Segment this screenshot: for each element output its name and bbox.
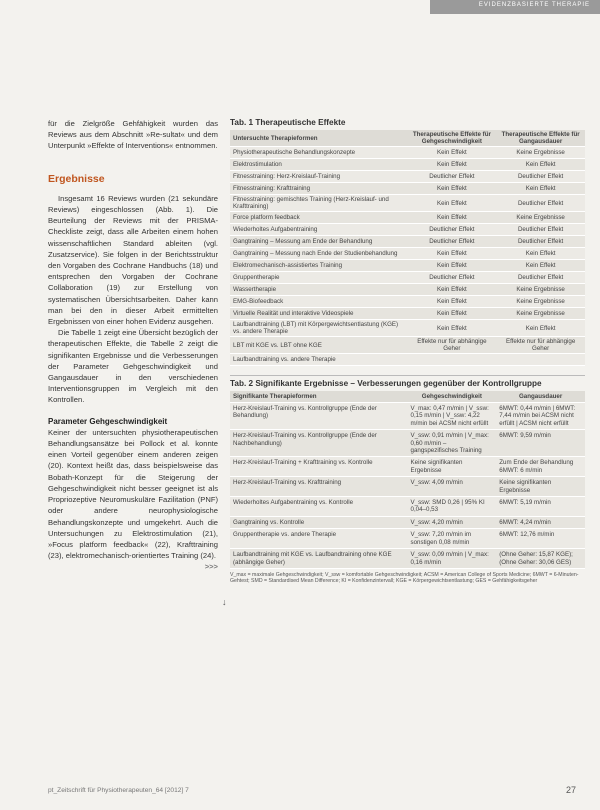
footer [48,785,576,799]
table-cell: Deutlicher Effekt [408,224,497,236]
table-cell: 6MWT: 4,24 m/min [496,516,585,528]
page-number: 27 [565,785,576,795]
table-cell: Gruppentherapie [230,272,408,284]
table-cell: Herz-Kreislauf-Training vs. Kontrollgruppe (Ende der Behandlung) [230,403,408,430]
table-cell: Deutlicher Effekt [408,236,497,248]
table-cell: Elektromechanisch-assistiertes Training [230,260,408,272]
table-row [230,337,585,354]
table-cell: Kein Effekt [408,320,497,337]
table-row [230,296,585,308]
table-cell: EMG-Biofeedback [230,296,408,308]
table-cell: Kein Effekt [496,183,585,195]
table-cell: Keine Ergebnisse [496,212,585,224]
table1 [230,130,585,366]
table-cell: Gruppentherapie vs. andere Therapie [230,529,408,549]
table-cell: 6MWT: 5,19 m/min [496,497,585,517]
table-row [230,497,585,517]
table-row [230,159,585,171]
table-cell: Keine signifikanten Ergebnisse [496,477,585,497]
table-cell: Deutlicher Effekt [496,224,585,236]
more-arrow: >>> [204,562,218,572]
table-cell: Keine Ergebnisse [496,147,585,159]
table-row [230,212,585,224]
table-cell: Kein Effekt [408,296,497,308]
table-row [230,183,585,195]
table1-col1: Untersuchte Therapieformen [230,130,408,147]
table2-title: Tab. 2 Signifikante Ergebnisse – Verbesserungen gegenüber der Kontrollgruppe [230,375,585,388]
table-cell: 6MWT: 12,76 m/min [496,529,585,549]
table-row [230,260,585,272]
table-cell: Keine Ergebnisse [496,284,585,296]
table-row [230,516,585,528]
table-cell: Effekte nur für abhängige Geher [496,337,585,354]
table-cell: Deutlicher Effekt [408,272,497,284]
table-row [230,320,585,337]
table-cell: Laufbandtraining mit KGE vs. Laufbandtraining ohne KGE (abhängige Geher) [230,549,408,569]
table-cell: Deutlicher Effekt [496,171,585,183]
table-row [230,308,585,320]
table-cell: V_ssw: 7,20 m/min im sonstigen 0,08 m/min [408,529,497,549]
table-row [230,171,585,183]
table-cell: Wiederholtes Aufgabentraining [230,224,408,236]
table-cell: Deutlicher Effekt [496,236,585,248]
table1-col3: Therapeutische Effekte für Gangausdauer [496,130,585,147]
table-row [230,403,585,430]
table-row [230,224,585,236]
table-cell: Virtuelle Realität und interaktive Videospiele [230,308,408,320]
table2 [230,391,585,569]
table-cell: Deutlicher Effekt [408,171,497,183]
table-cell: Keine signifikanten Ergebnisse [408,457,497,477]
table2-col3: Gangausdauer [496,391,585,403]
table-cell [408,354,497,366]
table-cell: Kein Effekt [408,147,497,159]
table-cell: V_max: 0,47 m/min | V_ssw: 0,15 m/min | V_ssw: 4,22 m/min bei ACSM nicht erfüllt [408,403,497,430]
table-cell: Effekte nur für abhängige Geher [408,337,497,354]
table-cell: Wiederholtes Aufgabentraining vs. Kontrolle [230,497,408,517]
table1-title: Tab. 1 Therapeutische Effekte [230,118,346,127]
table-row [230,549,585,569]
table2-col1: Signifikante Therapieformen [230,391,408,403]
table-cell: Laufbandtraining vs. andere Therapie [230,354,408,366]
table-cell: V_ssw: 0,09 m/min | V_max: 0,16 m/min [408,549,497,569]
gutter-mark: ↓ [222,597,227,607]
table2-col2: Gehgeschwindigkeit [408,391,497,403]
table-cell: Fitnesstraining: gemischtes Training (Herz-Kreislauf- und Krafttraining) [230,195,408,212]
table-cell: Fitnesstraining: Herz-Kreislauf-Training [230,171,408,183]
paragraph-3: Keiner der untersuchten physiotherapeutischen Behandlungsansätze bei Pollock et al. konnte einen Vorteil gegenüber einem anderen zeigen (20). Kontext heißt das, dass beispielsweise das Bobath-Konzept für die Steigerung der Gehgeschwindigkeit nicht besser geeignet ist als Propriozeptive Neuromuskuläre Fazilitation (PNF) oder andere neurophysiologische Behandlungskonzepte und umgekehrt. Auch die Untersuchungen zu Elektrostimulation (21), »Focus platform feedback« (22), Krafttraining (23), elektromechanisch-orientiertes Training (24). [48,427,218,561]
table-cell: Kein Effekt [496,320,585,337]
table-row [230,354,585,366]
heading-param: Parameter Gehgeschwindigkeit [48,416,168,426]
table-row [230,147,585,159]
table-cell: Physiotherapeutische Behandlungskonzepte [230,147,408,159]
table-row [230,430,585,457]
paragraph-1: Insgesamt 16 Reviews wurden (21 sekundäre Reviews) eingeschlossen (Abb. 1). Die Beurteilung der Reviews mit der PRISMA-Checkliste zeigt, dass alle Arbeiten einem hohen wissenschaftlichen Standard ableiten (vgl. Zusatzservice). Sie folgen in der Berichtsstruktur den Vorgaben des Cochrane Handbuchs (18) und entsprechen den Vorgaben der Cochrane Collaboration (19) zur Erstellung von systematischen Übersichtsarbeiten. Daher kann man bei den in dieser Arbeit ermittelten Ergebnissen von einer hohen Evidenz ausgehen. [48,193,218,327]
table-cell: 6MWT: 0,44 m/min | 6MWT: 7,44 m/min bei ACSM nicht erfüllt | ACSM nicht erfüllt [496,403,585,430]
table-cell: Kein Effekt [408,308,497,320]
table1-col2: Therapeutische Effekte für Gehgeschwindigkeit [408,130,497,147]
table-cell: V_ssw: 0,91 m/min | V_max: 0,60 m/min – gangspezifisches Training [408,430,497,457]
table-cell: Herz-Kreislauf-Training vs. Kontrollgruppe (Ende der Nachbehandlung) [230,430,408,457]
table-cell [496,354,585,366]
table-cell: Deutlicher Effekt [496,272,585,284]
table-cell: Wassertherapie [230,284,408,296]
table-cell: V_ssw: 4,20 m/min [408,516,497,528]
table-cell: Kein Effekt [408,260,497,272]
table-cell: Zum Ende der Behandlung 6MWT: 6 m/min [496,457,585,477]
table-row [230,248,585,260]
paragraph-2: Die Tabelle 1 zeigt eine Übersicht bezüglich der therapeutischen Effekte, die Tabelle 2 zeigt die signifikanten Ergebnisse und die Verbesserungen der Parameter Gehgeschwindigkeit und Gangausdauer in den verschiedenen Interventionsgruppen im Vergleich mit den Kontrollen. [48,328,218,405]
table-row [230,529,585,549]
table-cell: Elektrostimulation [230,159,408,171]
table-row [230,236,585,248]
footer-journal: pt_Zeitschrift für Physiotherapeuten_64 [2012] 7 [48,787,189,794]
table-row [230,477,585,497]
table-cell: Laufbandtraining (LBT) mit Körpergewichtsentlastung (KGE) vs. andere Therapie [230,320,408,337]
table-cell: Kein Effekt [408,212,497,224]
table-cell: Kein Effekt [408,183,497,195]
table-cell: Keine Ergebnisse [496,296,585,308]
right-column [230,118,585,585]
intro-paragraph: für die Zielgröße Gehfähigkeit wurden das Reviews aus dem Abschnitt »Re-sultat« und dem Unterpunkt »Effekte of Interventions« entnommen. [48,119,218,151]
table2-notes: V_max = maximale Gehgeschwindigkeit; V_ssw = komfortable Gehgeschwindigkeit; ACSM = American College of Sports Medicine; 6MWT = 6-Minuten-Gehtest; SMD = Standardised Mean Difference; KI = Konfidenzintervall; KGE = Körpergewichtsentlastung; GES = Gehfähigkeitsgeher [230,571,579,585]
table-cell: Kein Effekt [496,248,585,260]
table-cell: Deutlicher Effekt [496,195,585,212]
table-cell: Fitnesstraining: Krafttraining [230,183,408,195]
table-row [230,457,585,477]
table-cell: Kein Effekt [496,260,585,272]
table-cell: (Ohne Geher: 15,87 KGE); (Ohne Geher: 30,06 GES) [496,549,585,569]
table-cell: Gangtraining vs. Kontrolle [230,516,408,528]
table-row [230,272,585,284]
table-cell: Keine Ergebnisse [496,308,585,320]
table-cell: Gangtraining – Messung am Ende der Behandlung [230,236,408,248]
table-cell: V_ssw: 4,09 m/min [408,477,497,497]
table-cell: Herz-Kreislauf-Training vs. Krafttraining [230,477,408,497]
table-cell: Kein Effekt [408,248,497,260]
table-cell: Kein Effekt [496,159,585,171]
left-column [48,118,218,573]
table-cell: Gangtraining – Messung nach Ende der Studienbehandlung [230,248,408,260]
table-cell: 6MWT: 9,59 m/min [496,430,585,457]
table-cell: Kein Effekt [408,195,497,212]
table-row [230,195,585,212]
table-cell: Force platform feedback [230,212,408,224]
table-cell: V_ssw: SMD 0,26 | 95% KI 0,04–0,53 [408,497,497,517]
table-row [230,284,585,296]
table-cell: Herz-Kreislauf-Training + Krafttraining vs. Kontrolle [230,457,408,477]
section-header-band [430,0,600,14]
table-cell: Kein Effekt [408,159,497,171]
heading-results: Ergebnisse [48,172,105,185]
section-header: EVIDENZBASIERTE THERAPIE [478,2,590,8]
table-cell: Kein Effekt [408,284,497,296]
table-cell: LBT mit KGE vs. LBT ohne KGE [230,337,408,354]
